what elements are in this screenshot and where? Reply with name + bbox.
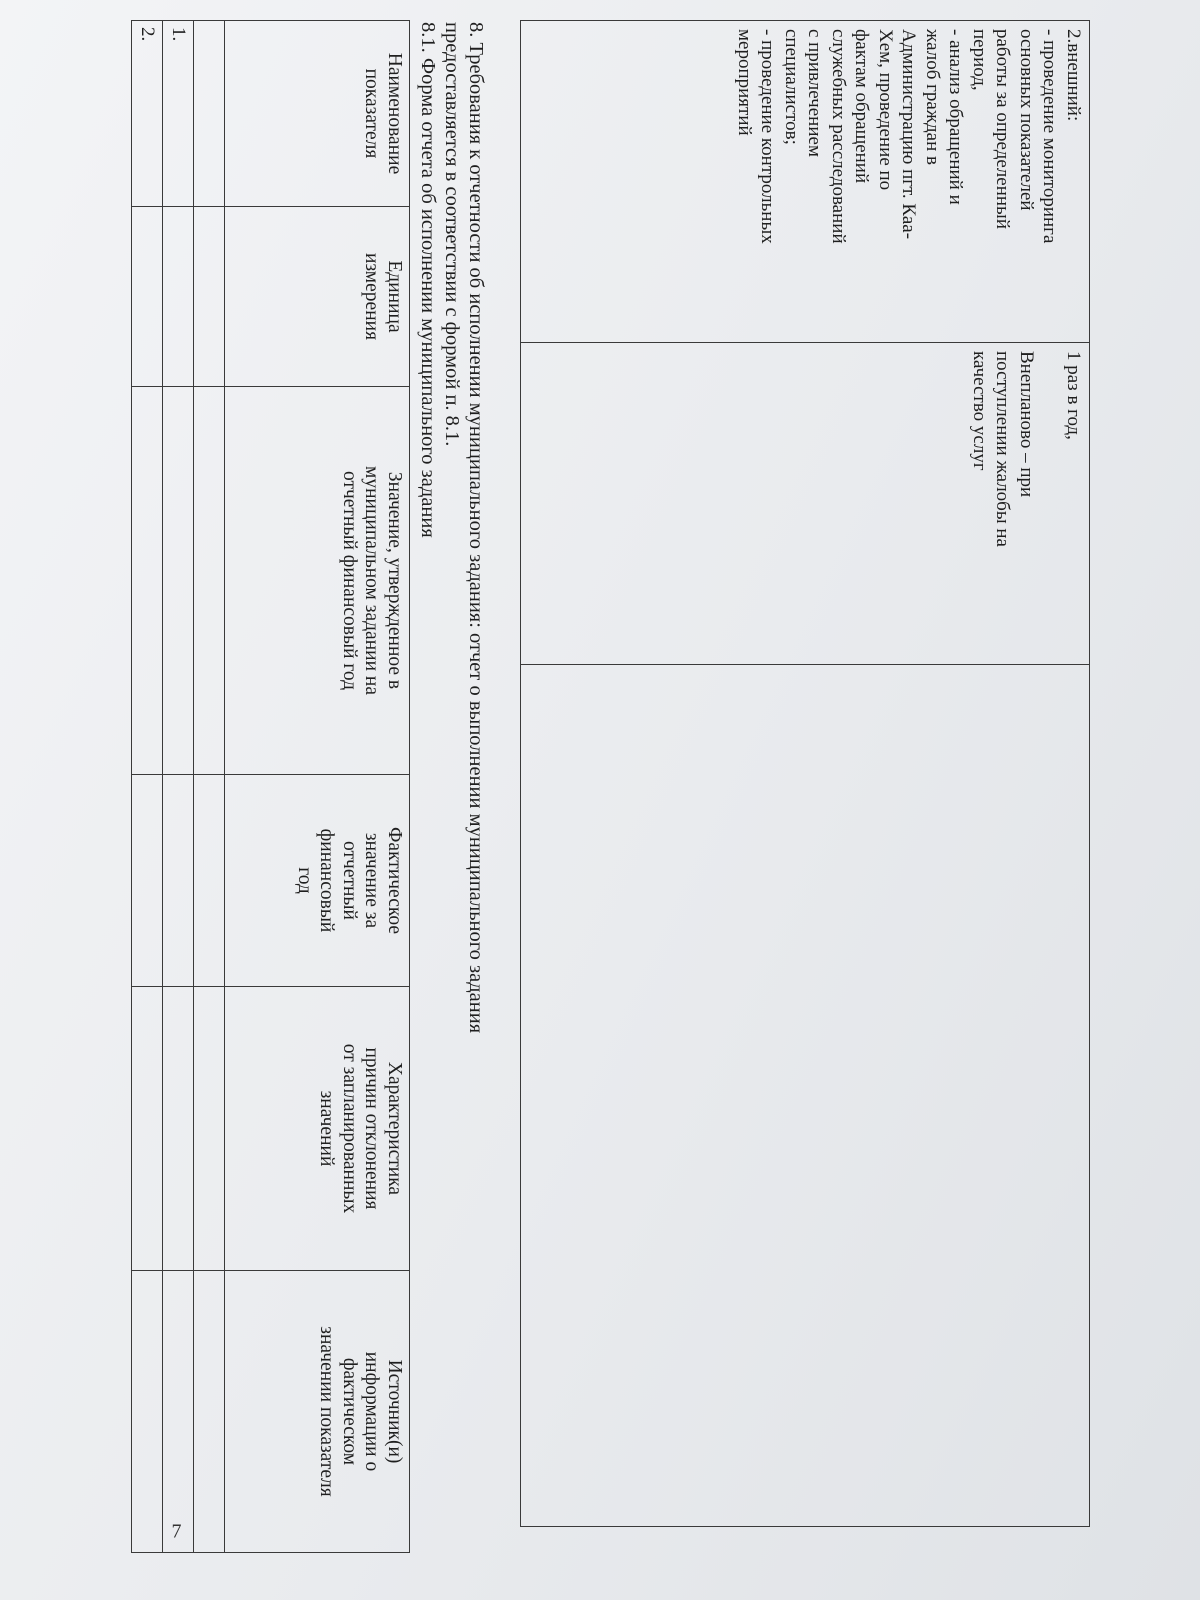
- method-line: - проведение контрольных: [757, 29, 779, 244]
- requirements-line: предоставляется в соответствии с формой п. 8.1.: [441, 22, 463, 447]
- table-cell: [132, 775, 163, 987]
- method-line: с привлечением: [804, 29, 826, 157]
- header-approved-value: Значение, утвержденное в муниципальном задании на отчетный финансовый год: [225, 387, 410, 775]
- method-line: фактам обращений: [851, 29, 873, 184]
- table-cell: [194, 387, 225, 775]
- method-line: Администрацию пгт. Каа-: [898, 29, 920, 240]
- report-form-title: 8.1. Форма отчета об исполнении муниципального задания: [417, 22, 439, 538]
- control-frequency-cell: [521, 343, 1090, 665]
- header-deviation-reasons: Характеристика причин отклонения от запланированных значений: [225, 987, 410, 1271]
- requirements-line: 8. Требования к отчетности об исполнении муниципального задания: отчет о выполнении муниципального задания: [465, 22, 487, 1034]
- table-cell: [194, 1271, 225, 1553]
- method-line: служебных расследований: [828, 29, 849, 244]
- table-cell: [163, 1271, 194, 1553]
- table-cell: [163, 207, 194, 387]
- table-cell: 1.: [163, 21, 194, 207]
- table-row: [521, 21, 1090, 1527]
- table-header-row: [225, 21, 410, 1553]
- control-method-cell: [521, 21, 1090, 343]
- method-line: 2.внешний:: [1063, 29, 1084, 122]
- table-row: [194, 21, 225, 1553]
- table-row: [163, 21, 194, 1553]
- control-authority-cell: [521, 665, 1090, 1527]
- header-info-source: Источник(и) информации о фактическом значении показателя: [225, 1271, 410, 1553]
- table-cell: [132, 987, 163, 1271]
- header-unit: Единица измерения: [225, 207, 410, 387]
- table-cell: [163, 775, 194, 987]
- table-row: [132, 21, 163, 1553]
- table-cell: [132, 207, 163, 387]
- method-line: мероприятий: [734, 29, 755, 136]
- method-line: специалистов;: [781, 29, 802, 145]
- method-line: - анализ обращений и: [945, 29, 967, 205]
- table-cell: [194, 207, 225, 387]
- header-indicator-name: Наименование показателя: [225, 21, 410, 207]
- table-cell: [194, 21, 225, 207]
- frequency-line: качество услуг: [969, 351, 990, 471]
- method-line: работы за определенный: [992, 29, 1014, 229]
- frequency-line: поступлении жалобы на: [992, 351, 1014, 547]
- control-methods-table: [520, 20, 1090, 1527]
- table-cell: [163, 387, 194, 775]
- report-form-table: [131, 20, 410, 1553]
- frequency-line: 1 раз в год,: [1063, 351, 1084, 440]
- table-cell: [163, 987, 194, 1271]
- table-cell: [132, 387, 163, 775]
- method-line: жалоб граждан в: [922, 29, 943, 165]
- method-line: Хем, проведение по: [875, 29, 896, 191]
- table-cell: [132, 1271, 163, 1553]
- frequency-line: Внепланово – при: [1016, 351, 1037, 498]
- table-cell: 2.: [132, 21, 163, 207]
- table-cell: [194, 775, 225, 987]
- page-number: 7: [171, 1520, 182, 1543]
- method-line: период,: [969, 29, 990, 91]
- reporting-requirements: [416, 22, 488, 1562]
- header-actual-value: Фактическое значение за отчетный финансовый год: [225, 775, 410, 987]
- frequency-line: [1038, 351, 1062, 656]
- method-line: основных показателей: [1016, 29, 1037, 211]
- method-line: - проведение мониторинга: [1039, 29, 1061, 244]
- table-cell: [194, 987, 225, 1271]
